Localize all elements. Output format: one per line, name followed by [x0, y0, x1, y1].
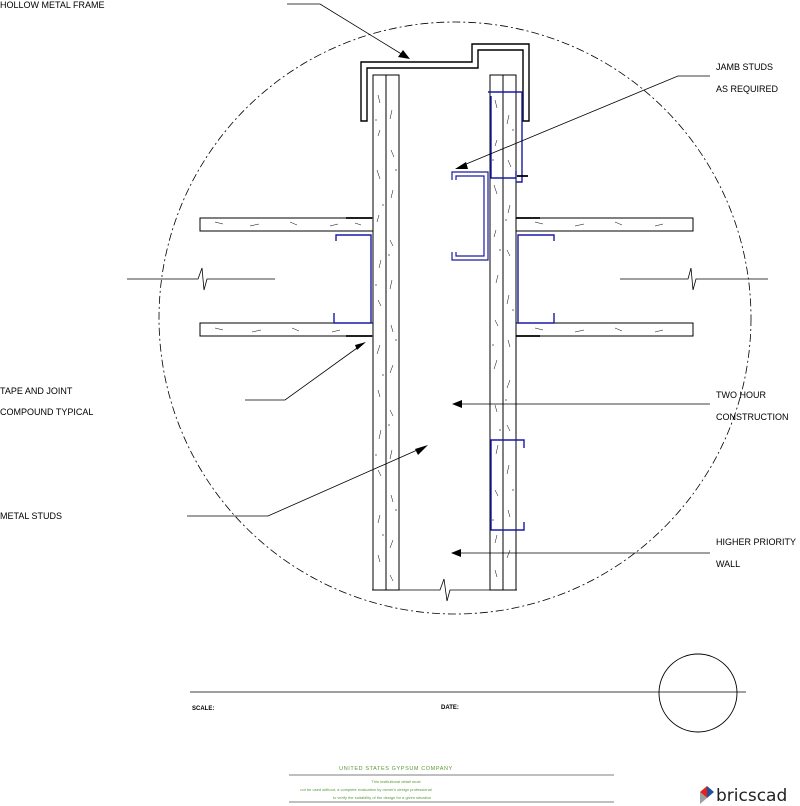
bricscad-logo — [700, 786, 787, 806]
label-jamb-studs-line1: JAMB STUDS — [716, 62, 774, 72]
disclaimer-line3: to verify the suitability of the design for a given situation — [332, 795, 432, 800]
board-right-bottom — [516, 323, 693, 336]
left-runner-stud — [334, 235, 371, 323]
label-higher-priority-line1: HIGHER PRIORITY — [716, 537, 797, 547]
horizontal-wall-boards — [200, 218, 693, 336]
title-block-circle — [659, 654, 737, 732]
leader-tape-joint — [245, 343, 364, 400]
right-board-outer — [503, 75, 516, 590]
label-jamb-studs-line2: AS REQUIRED — [716, 84, 779, 94]
right-runner-stud — [518, 235, 554, 323]
bricscad-logo-icon — [700, 786, 714, 804]
title-block — [190, 654, 746, 802]
left-gypsum-board-assembly — [373, 75, 399, 590]
scale-label: SCALE: — [192, 706, 215, 712]
left-board-inner — [386, 75, 399, 590]
date-label: DATE: — [441, 705, 459, 711]
metal-studs — [334, 92, 554, 530]
jamb-studs-c-channels — [452, 172, 488, 260]
board-right-top — [516, 218, 693, 231]
break-line-right — [620, 268, 768, 290]
label-hollow-metal-frame: HOLLOW METAL FRAME — [0, 0, 105, 10]
break-lines — [127, 268, 768, 601]
board-left-top — [200, 218, 373, 231]
label-two-hour-line1: TWO HOUR — [716, 390, 766, 400]
leader-hollow-metal-frame — [287, 4, 408, 58]
disclaimer-line2: not be used without, a complete evaluation by owner's design professional — [300, 787, 432, 792]
disclaimer-line1: This institutional detail must — [371, 779, 421, 784]
label-two-hour-line2: CONSTRUCTION — [716, 412, 789, 422]
label-tape-joint-line2: COMPOUND TYPICAL — [0, 407, 94, 417]
right-board-inner — [490, 75, 503, 590]
label-metal-studs: METAL STUDS — [0, 511, 63, 521]
horizontal-board-texture — [215, 222, 663, 332]
bricscad-logo-text: bricscad — [716, 786, 788, 806]
leader-lines — [187, 4, 710, 553]
detail-boundary-circle — [159, 22, 751, 614]
break-line-left — [127, 268, 275, 290]
label-tape-joint-line1: TAPE AND JOINT — [0, 386, 73, 396]
label-higher-priority-line2: WALL — [716, 559, 741, 569]
company-name: UNITED STATES GYPSUM COMPANY — [339, 766, 453, 772]
left-board-outer — [373, 75, 386, 590]
board-left-bottom — [200, 323, 373, 336]
leader-arrowheads — [355, 50, 468, 557]
